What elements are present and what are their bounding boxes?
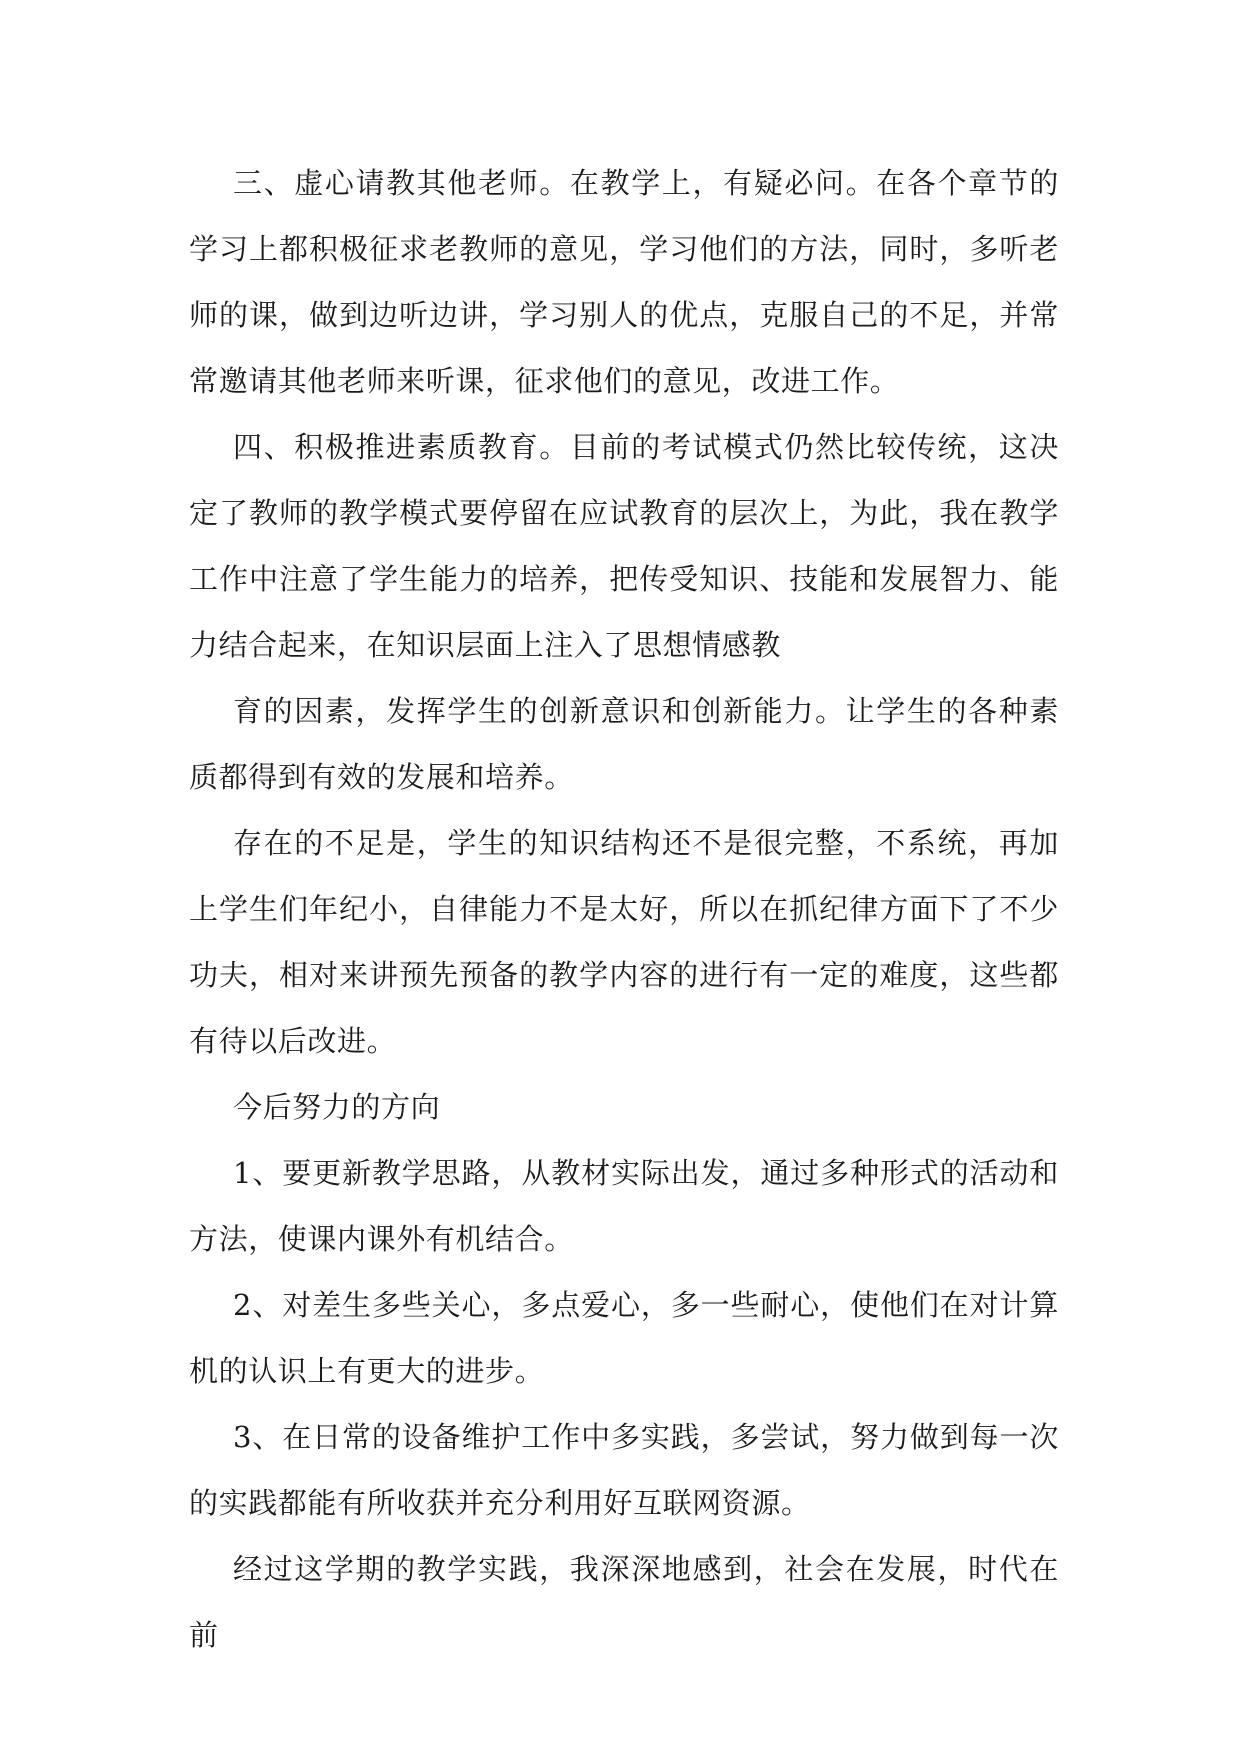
section-heading-future-direction: 今后努力的方向 xyxy=(233,1090,441,1124)
paragraph-consult-teachers: 三、虚心请教其他老师。在教学上，有疑必问。在各个章节的学习上都积极征求老教师的意见，学习他们的方法，同时，多听老师的课，做到边听边讲，学习别人的优点，克服自己的不足，并常常邀请其他老师来听课，征求他们的意见，改进工作。 xyxy=(189,166,1059,398)
list-item-3: 3、在日常的设备维护工作中多实践，多尝试，努力做到每一次的实践都能有所收获并充分利用好互联网资源。 xyxy=(189,1420,1059,1520)
list-item-1: 1、要更新教学思路，从教材实际出发，通过多种形式的活动和方法，使课内课外有机结合。 xyxy=(189,1156,1059,1256)
paragraph-quality-education-continued: 育的因素，发挥学生的创新意识和创新能力。让学生的各种素质都得到有效的发展和培养。 xyxy=(189,694,1059,794)
paragraph-quality-education: 四、积极推进素质教育。目前的考试模式仍然比较传统，这决定了教师的教学模式要停留在应试教育的层次上，为此，我在教学工作中注意了学生能力的培养，把传受知识、技能和发展智力、能力结合起来，在知识层面上注入了思想情感教 xyxy=(189,430,1059,662)
paragraph-shortcomings: 存在的不足是，学生的知识结构还不是很完整，不系统，再加上学生们年纪小，自律能力不是太好，所以在抓纪律方面下了不少功夫，相对来讲预先预备的教学内容的进行有一定的难度，这些都有待以后改进。 xyxy=(189,826,1059,1058)
list-item-2: 2、对差生多些关心，多点爱心，多一些耐心，使他们在对计算机的认识上有更大的进步。 xyxy=(189,1288,1059,1388)
document-body xyxy=(189,150,1059,1668)
paragraph-conclusion: 经过这学期的教学实践，我深深地感到，社会在发展，时代在前 xyxy=(189,1552,1059,1652)
